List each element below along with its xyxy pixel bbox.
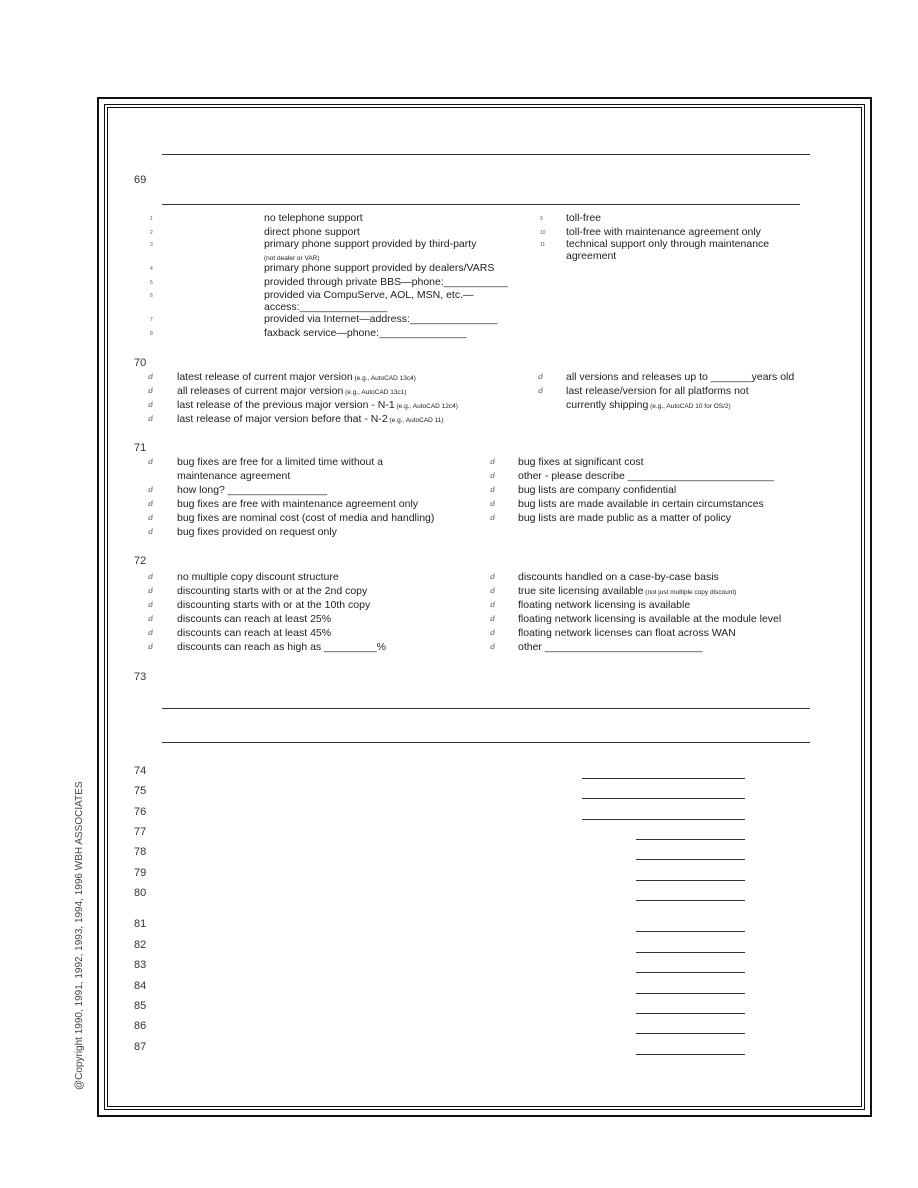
question-83-number: 83: [134, 959, 147, 971]
question-84-answer-line: [636, 993, 745, 994]
q70-option-3: last release of the previous major version - N-1 (e.g., AutoCAD 12c4): [177, 399, 458, 411]
option-bullet: ⅆ: [148, 501, 153, 508]
q69-option-right-1: toll-free: [566, 212, 602, 224]
question-75-number: 75: [134, 785, 147, 797]
copyright-notice: @Copyright 1990, 1991, 1992, 1993, 1994, 1996 WBH ASSOCIATES: [74, 781, 85, 1090]
question-73-rule-2: [162, 742, 810, 743]
q69-option-cont: access:_______________: [264, 301, 388, 313]
q72-option-5: discounts can reach at least 45%: [177, 627, 332, 639]
q71-option-right-1: bug fixes at significant cost: [518, 456, 644, 468]
option-code: 2: [150, 230, 153, 236]
option-code: 1: [150, 216, 153, 222]
question-82-number: 82: [134, 939, 147, 951]
q72-option-4: discounts can reach at least 25%: [177, 613, 332, 625]
question-85-number: 85: [134, 1000, 147, 1012]
question-72-number: 72: [134, 555, 147, 567]
q69-option-7: provided via Internet—address:_______________: [264, 313, 498, 325]
question-69-rule: [162, 204, 800, 205]
q69-option-3: primary phone support provided by third-party: [264, 238, 477, 250]
q71-option-2: how long? _________________: [177, 484, 328, 496]
q69-option-4: primary phone support provided by dealers/VARS: [264, 262, 495, 274]
option-bullet: ⅆ: [148, 616, 153, 623]
option-code: 4: [150, 266, 153, 272]
option-bullet: ⅆ: [148, 602, 153, 609]
option-code: 3: [150, 242, 153, 248]
question-81-answer-line: [636, 931, 745, 932]
option-bullet: ⅆ: [148, 416, 153, 423]
question-74-number: 74: [134, 765, 147, 777]
question-79-answer-line: [636, 880, 745, 881]
q69-option-6: provided via CompuServe, AOL, MSN, etc.—: [264, 289, 474, 301]
option-bullet: ⅆ: [490, 574, 495, 581]
q70-option-right-2: last release/version for all platforms not: [566, 385, 749, 397]
question-77-number: 77: [134, 826, 147, 838]
option-code: 9: [540, 216, 543, 222]
question-80-number: 80: [134, 887, 147, 899]
question-86-number: 86: [134, 1020, 147, 1032]
q69-option-8: faxback service—phone:_______________: [264, 327, 467, 339]
q72-option-right-1: discounts handled on a case-by-case basis: [518, 571, 719, 583]
option-bullet: ⅆ: [490, 473, 495, 480]
q70-option-2: all releases of current major version (e.g., AutoCAD 13c1): [177, 385, 407, 397]
q70-option-1: latest release of current major version (e.g., AutoCAD 13c4): [177, 371, 416, 383]
question-76-answer-line: [582, 819, 745, 820]
q72-option-6: discounts can reach as high as _________%: [177, 641, 386, 653]
q70-option-right-1: all versions and releases up to _______years old: [566, 371, 795, 383]
option-code: 8: [150, 331, 153, 337]
q71-option-right-2: other - please describe _________________________: [518, 470, 774, 482]
option-bullet: ⅆ: [490, 501, 495, 508]
q72-option-2: discounting starts with or at the 2nd copy: [177, 585, 368, 597]
question-69-number: 69: [134, 174, 147, 186]
option-bullet: ⅆ: [490, 487, 495, 494]
option-code: 7: [150, 317, 153, 323]
q70-option-4: last release of major version before that - N-2 (e.g., AutoCAD 11): [177, 413, 444, 425]
option-bullet: ⅆ: [490, 616, 495, 623]
question-78-answer-line: [636, 859, 745, 860]
option-code: 6: [150, 293, 153, 299]
q72-option-right-6: other ___________________________: [518, 641, 703, 653]
q71-option-4: bug fixes are nominal cost (cost of media and handling): [177, 512, 435, 524]
option-bullet: ⅆ: [148, 574, 153, 581]
q72-option-right-2: true site licensing available (not just multiple copy discount): [518, 585, 737, 597]
q71-option-cont: maintenance agreement: [177, 470, 291, 482]
question-76-number: 76: [134, 806, 147, 818]
q69-option-2: direct phone support: [264, 226, 360, 238]
q71-option-right-5: bug lists are made public as a matter of policy: [518, 512, 732, 524]
option-bullet: ⅆ: [148, 529, 153, 536]
q72-option-3: discounting starts with or at the 10th copy: [177, 599, 371, 611]
q71-option-5: bug fixes provided on request only: [177, 526, 337, 538]
question-71-number: 71: [134, 442, 147, 454]
question-74-answer-line: [582, 778, 745, 779]
option-bullet: ⅆ: [148, 487, 153, 494]
option-bullet: ⅆ: [490, 644, 495, 651]
q69-option-right-cont: agreement: [566, 250, 617, 262]
option-bullet: ⅆ: [148, 630, 153, 637]
option-bullet: ⅆ: [490, 459, 495, 466]
option-code: 10: [540, 230, 546, 236]
question-82-answer-line: [636, 952, 745, 953]
question-79-number: 79: [134, 867, 147, 879]
question-83-answer-line: [636, 972, 745, 973]
question-86-answer-line: [636, 1033, 745, 1034]
option-bullet: ⅆ: [490, 515, 495, 522]
option-bullet: ⅆ: [538, 374, 543, 381]
question-84-number: 84: [134, 980, 147, 992]
option-bullet: ⅆ: [148, 644, 153, 651]
question-87-answer-line: [636, 1054, 745, 1055]
question-85-answer-line: [636, 1013, 745, 1014]
question-81-number: 81: [134, 918, 147, 930]
q69-option-1: no telephone support: [264, 212, 363, 224]
question-75-answer-line: [582, 798, 745, 799]
option-bullet: ⅆ: [148, 515, 153, 522]
option-bullet: ⅆ: [148, 374, 153, 381]
question-73-number: 73: [134, 671, 147, 683]
question-70-number: 70: [134, 357, 147, 369]
option-bullet: ⅆ: [538, 388, 543, 395]
question-73-rule-1: [162, 708, 810, 709]
q71-option-right-3: bug lists are company confidential: [518, 484, 677, 496]
question-87-number: 87: [134, 1041, 147, 1053]
option-bullet: ⅆ: [490, 630, 495, 637]
option-bullet: ⅆ: [148, 402, 153, 409]
option-bullet: ⅆ: [148, 388, 153, 395]
option-bullet: ⅆ: [148, 588, 153, 595]
q69-option-right-3: technical support only through maintenance: [566, 238, 770, 250]
option-bullet: ⅆ: [490, 602, 495, 609]
q69-option-right-2: toll-free with maintenance agreement only: [566, 226, 761, 238]
q71-option-3: bug fixes are free with maintenance agreement only: [177, 498, 419, 510]
option-code: 5: [150, 280, 153, 286]
option-bullet: ⅆ: [490, 588, 495, 595]
top-rule: [162, 154, 810, 155]
question-77-answer-line: [636, 839, 745, 840]
q72-option-1: no multiple copy discount structure: [177, 571, 339, 583]
question-80-answer-line: [636, 900, 745, 901]
q71-option-1: bug fixes are free for a limited time without a: [177, 456, 384, 468]
q70-option-right-cont: currently shipping (e.g., AutoCAD 10 for OS/2): [566, 399, 731, 411]
q71-option-right-4: bug lists are made available in certain circumstances: [518, 498, 764, 510]
q72-option-right-4: floating network licensing is available at the module level: [518, 613, 782, 625]
q69-option-note: (not dealer or VAR): [264, 255, 320, 262]
q69-option-5: provided through private BBS—phone:___________: [264, 276, 509, 288]
q72-option-right-3: floating network licensing is available: [518, 599, 691, 611]
option-code: 11: [540, 242, 546, 248]
question-78-number: 78: [134, 846, 147, 858]
option-bullet: ⅆ: [148, 459, 153, 466]
q72-option-right-5: floating network licenses can float across WAN: [518, 627, 736, 639]
